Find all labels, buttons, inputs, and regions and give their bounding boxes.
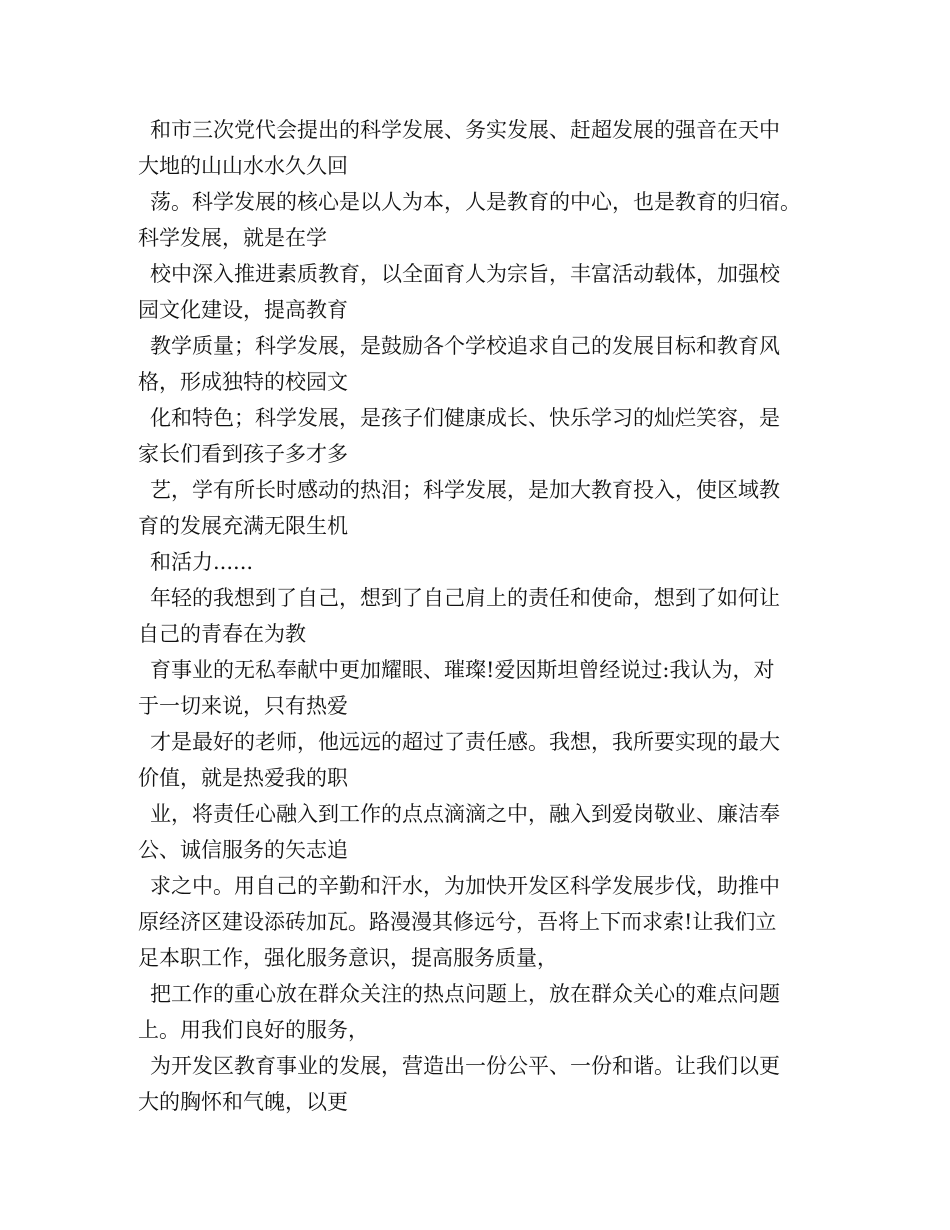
text-line: 足本职工作，强化服务意识，提高服务质量， xyxy=(138,946,558,970)
text-line: 艺，学有所长时感动的热泪；科学发展，是加大教育投入，使区域教 xyxy=(150,478,780,502)
text-line: 科学发展，就是在学 xyxy=(138,226,327,250)
text-line: 化和特色；科学发展，是孩子们健康成长、快乐学习的灿烂笑容，是 xyxy=(150,406,780,430)
text-line: 才是最好的老师，他远远的超过了责任感。我想，我所要实现的最大 xyxy=(150,730,780,754)
text-line: 公、诚信服务的矢志追 xyxy=(138,838,348,862)
text-line: 业，将责任心融入到工作的点点滴滴之中，融入到爱岗敬业、廉洁奉 xyxy=(150,802,780,826)
text-line: 教学质量；科学发展，是鼓励各个学校追求自己的发展目标和教育风 xyxy=(150,334,780,358)
text-line: 年轻的我想到了自己，想到了自己肩上的责任和使命，想到了如何让 xyxy=(150,586,780,610)
text-line: 格，形成独特的校园文 xyxy=(138,370,348,394)
text-line: 求之中。用自己的辛勤和汗水，为加快开发区科学发展步伐，助推中 xyxy=(150,874,780,898)
text-line: 和市三次党代会提出的科学发展、务实发展、赶超发展的强音在天中 xyxy=(150,118,780,142)
text-line: 荡。科学发展的核心是以人为本，人是教育的中心，也是教育的归宿。 xyxy=(150,190,801,214)
text-line: 大的胸怀和气魄，以更 xyxy=(138,1090,348,1114)
text-line: 校中深入推进素质教育，以全面育人为宗旨，丰富活动载体，加强校 xyxy=(150,262,780,286)
text-line: 价值，就是热爱我的职 xyxy=(138,766,348,790)
text-line: 原经济区建设添砖加瓦。路漫漫其修远兮，吾将上下而求索!让我们立 xyxy=(138,910,777,934)
text-line: 为开发区教育事业的发展，营造出一份公平、一份和谐。让我们以更 xyxy=(150,1054,780,1078)
text-line: 大地的山山水水久久回 xyxy=(138,154,348,178)
text-line: 自己的青春在为教 xyxy=(138,622,306,646)
text-line: 上。用我们良好的服务， xyxy=(138,1018,369,1042)
body-text xyxy=(138,112,838,1120)
text-line: 于一切来说，只有热爱 xyxy=(138,694,348,718)
text-line: 育的发展充满无限生机 xyxy=(138,514,348,538)
text-line: 把工作的重心放在群众关注的热点问题上，放在群众关心的难点问题 xyxy=(150,982,780,1006)
text-line: 和活力...... xyxy=(150,550,254,574)
text-line: 园文化建设，提高教育 xyxy=(138,298,348,322)
text-line: 育事业的无私奉献中更加耀眼、璀璨!爱因斯坦曾经说过:我认为，对 xyxy=(150,658,775,682)
text-line: 家长们看到孩子多才多 xyxy=(138,442,348,466)
